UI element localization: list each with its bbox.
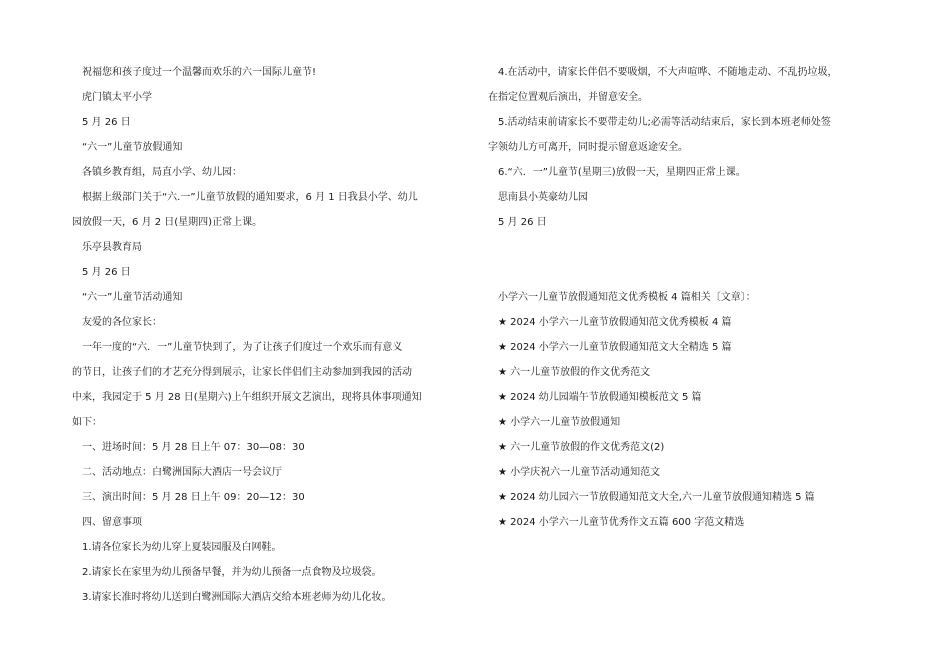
note-item: 5.活动结束前请家长不要带走幼儿;必需等活动结束后，家长到本班老师处签 (498, 117, 831, 128)
schedule-item: 二、活动地点：白鹭洲国际大酒店一号会议厅 (82, 467, 282, 478)
related-article-link[interactable]: ★ 六一儿童节放假的作文优秀范文 (498, 367, 651, 378)
date-line: 5 月 26 日 (498, 217, 547, 228)
bureau-signature: 乐亭县教育局 (82, 242, 142, 253)
section-spacer (488, 235, 888, 285)
notice-paragraph-line: 园放假一天，6 月 2 日(星期四)正常上课。 (72, 217, 263, 228)
notice-paragraph-line: 一年一度的“六．一”儿童节快到了，为了让孩子们度过一个欢乐而有意义 (82, 342, 403, 353)
notice-paragraph-line: 如下： (72, 417, 102, 428)
notice-title: “六一”儿童节活动通知 (82, 292, 183, 303)
related-article-link[interactable]: ★ 六一儿童节放假的作文优秀范文(2) (498, 442, 665, 453)
date-line: 5 月 26 日 (82, 267, 131, 278)
notice-salutation: 友爱的各位家长： (82, 317, 162, 328)
right-column (488, 60, 888, 535)
related-article-link[interactable]: ★ 2024 幼儿园端午节放假通知模板范文 5 篇 (498, 392, 702, 403)
note-item-continued: 字领幼儿方可离开，同时提示留意返途安全。 (488, 142, 688, 153)
related-articles-header: 小学六一儿童节放假通知范文优秀模板 4 篇相关〔文章〕： (498, 292, 756, 303)
kindergarten-signature: 思南县小英豪幼儿园 (498, 192, 588, 203)
schedule-item: 一、进场时间：5 月 28 日上午 07：30—08：30 (82, 442, 305, 453)
note-item: 3.请家长准时将幼儿送到白鹭洲国际大酒店交给本班老师为幼儿化妆。 (82, 592, 392, 603)
related-article-link[interactable]: ★ 小学庆祝六一儿童节活动通知范文 (498, 467, 661, 478)
notice-title: “六一”儿童节放假通知 (82, 142, 183, 153)
related-article-link[interactable]: ★ 2024 小学六一儿童节优秀作文五篇 600 字范文精选 (498, 517, 745, 528)
schedule-item: 三、演出时间：5 月 28 日上午 09：20—12：30 (82, 492, 305, 503)
schedule-item: 四、留意事项 (82, 517, 142, 528)
note-item: 1.请各位家长为幼儿穿上夏装园服及白网鞋。 (82, 542, 282, 553)
date-line: 5 月 26 日 (82, 117, 131, 128)
related-article-link[interactable]: ★ 2024 小学六一儿童节放假通知范文大全精选 5 篇 (498, 342, 732, 353)
related-article-link[interactable]: ★ 2024 小学六一儿童节放假通知范文优秀模板 4 篇 (498, 317, 732, 328)
related-article-link[interactable]: ★ 小学六一儿童节放假通知 (498, 417, 621, 428)
notice-recipients: 各镇乡教育组，局直小学、幼儿园： (82, 167, 242, 178)
note-item-continued: 在指定位置观后演出，并留意安全。 (488, 92, 648, 103)
note-item: 6.“六．一”儿童节(星期三)放假一天，星期四正常上课。 (498, 167, 746, 178)
school-signature: 虎门镇太平小学 (82, 92, 152, 103)
related-article-link[interactable]: ★ 2024 幼儿园六一节放假通知范文大全,六一儿童节放假通知精选 5 篇 (498, 492, 815, 503)
left-column (72, 60, 472, 610)
note-item: 2.请家长在家里为幼儿预备早餐，并为幼儿预备一点食物及垃圾袋。 (82, 567, 382, 578)
notice-paragraph-line: 中来，我园定于 5 月 28 日(星期六)上午组织开展文艺演出，现将具体事项通知 (72, 392, 422, 403)
notice-paragraph-line: 根据上级部门关于“六.一”儿童节放假的通知要求，6 月 1 日我县小学、幼儿 (82, 192, 418, 203)
greeting-line: 祝福您和孩子度过一个温馨而欢乐的六一国际儿童节! (82, 67, 317, 78)
notice-paragraph-line: 的节日，让孩子们的才艺充分得到展示，让家长伴侣们主动参加到我园的活动 (72, 367, 412, 378)
note-item: 4.在活动中，请家长伴侣不要吸烟，不大声喧哗、不随地走动、不乱扔垃圾， (498, 67, 838, 78)
